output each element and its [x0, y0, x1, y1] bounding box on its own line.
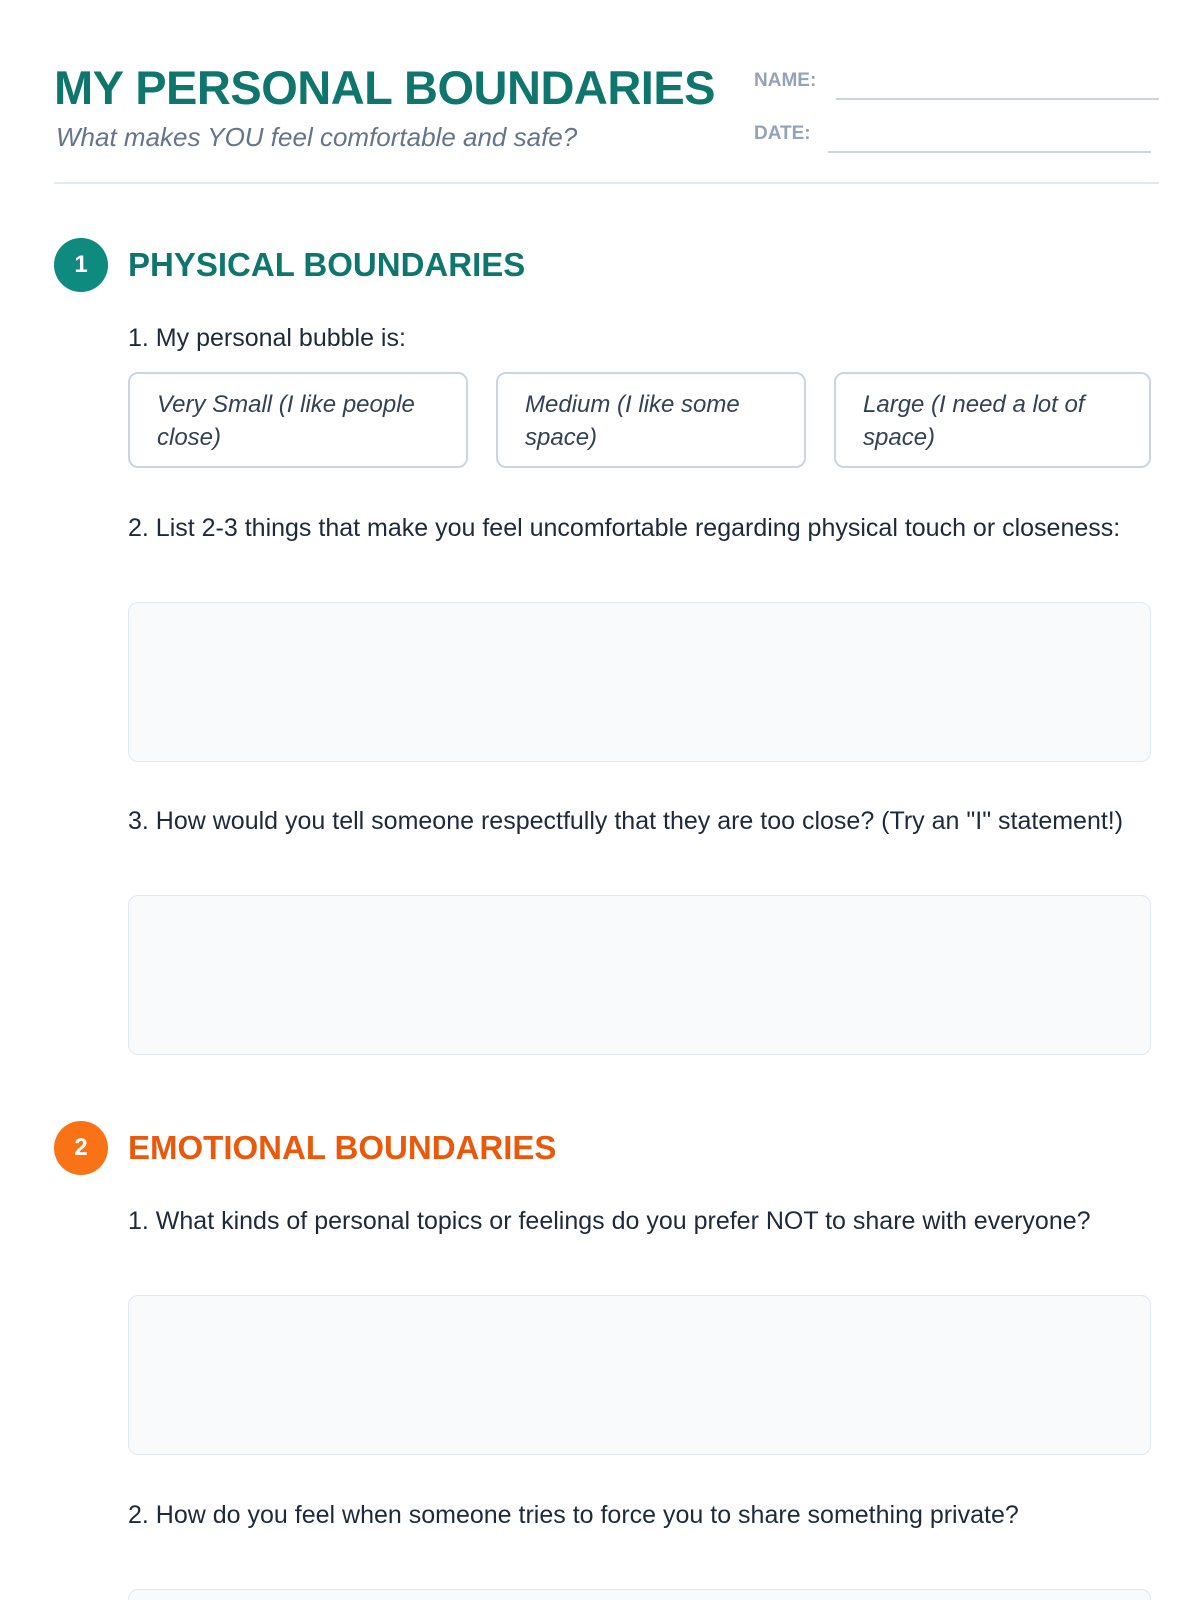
section-physical-header: [54, 238, 1054, 292]
option-medium[interactable]: Medium (I like some space): [496, 372, 806, 468]
worksheet-title: MY PERSONAL BOUNDARIES: [54, 61, 716, 114]
name-label: NAME:: [754, 70, 817, 91]
question-personal-bubble: 1. My personal bubble is:: [128, 324, 406, 352]
section-title: PHYSICAL BOUNDARIES: [128, 246, 526, 283]
section-number-badge: 1: [54, 238, 108, 292]
option-very-small[interactable]: Very Small (I like people close): [128, 372, 468, 468]
answer-box-too-close[interactable]: [128, 895, 1151, 1055]
question-forced-sharing: 2. How do you feel when someone tries to force you to share something private?: [128, 1501, 1019, 1529]
answer-box-uncomfortable-touch[interactable]: [128, 602, 1151, 762]
option-large[interactable]: Large (I need a lot of space): [834, 372, 1151, 468]
answer-box-forced-sharing[interactable]: [128, 1589, 1151, 1600]
question-uncomfortable-touch: 2. List 2-3 things that make you feel uncomfortable regarding physical touch or closeness:: [128, 514, 1121, 542]
date-field[interactable]: [828, 151, 1151, 153]
section-number-badge: 2: [54, 1121, 108, 1175]
worksheet-subtitle: What makes YOU feel comfortable and safe?: [56, 122, 578, 152]
question-too-close: 3. How would you tell someone respectfully that they are too close? (Try an "I" statement!): [128, 807, 1124, 835]
worksheet-header: [54, 56, 1159, 184]
answer-box-private-topics[interactable]: [128, 1295, 1151, 1455]
name-field[interactable]: [836, 98, 1159, 100]
question-private-topics: 1. What kinds of personal topics or feelings do you prefer NOT to share with everyone?: [128, 1207, 1091, 1235]
section-title: EMOTIONAL BOUNDARIES: [128, 1129, 557, 1166]
section-emotional-header: [54, 1121, 1054, 1175]
date-label: DATE:: [754, 123, 811, 144]
